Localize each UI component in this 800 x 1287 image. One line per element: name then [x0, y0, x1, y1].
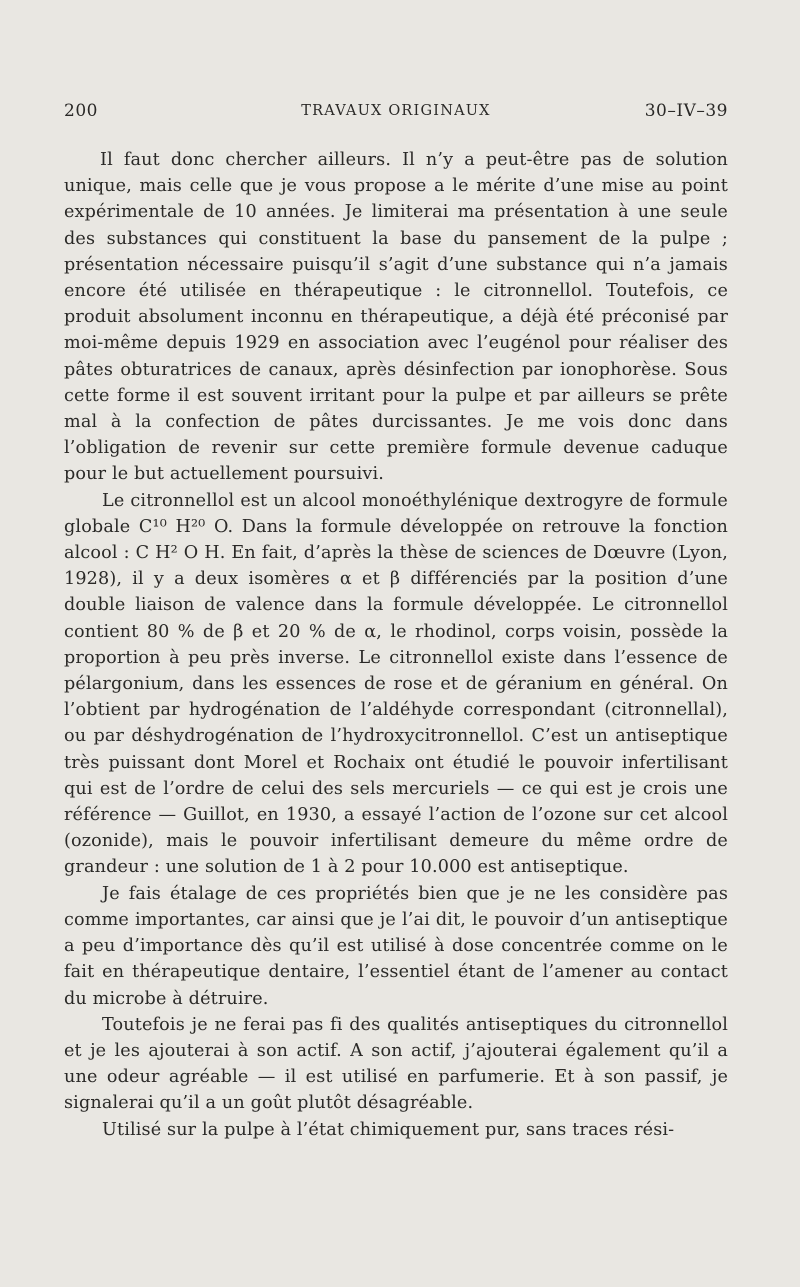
paragraph-4: Toutefois je ne ferai pas fi des qualités antiseptiques du citronnellol et je les ajouterai à son actif. A son actif, j’ajouterai également qu’il a une odeur agréable — il est utilisé en parfumerie. Et à son passif, je signalerai qu’il a un goût plutôt désagréable. [64, 1014, 728, 1114]
issue-date: 30–IV–39 [644, 101, 728, 121]
paragraph-2: Le citronnellol est un alcool monoéthylénique dextrogyre de formule globale C¹⁰ H²⁰ O. Dans la formule développée on retrouve la fonction alcool : C H² O H. En fait, d’après la thèse de sciences de Dœuvre (Lyon, 1928), il y a deux isomères α et β différenciés par la position d’une double liaison de valence dans la formule développée. Le citronnellol contient 80 % de β et 20 % de α, le rhodinol, corps voisin, possède la proportion à peu près inverse. Le citronnellol existe dans l’essence de pélargonium, dans les essences de rose et de géranium en général. On l’obtient par hydrogénation de l’aldéhyde correspondant (citronnellal), ou par déshydrogénation de l’hydroxycitronnellol. C’est un antiseptique très puissant dont Morel et Rochaix ont étudié le pouvoir infertilisant qui est de l’ordre de celui des sels mercuriels — ce qui est je crois une référence — Guillot, en 1930, a essayé l’action de l’ozone sur cet alcool (ozonide), mais le pouvoir infertilisant demeure du même ordre de grandeur : une solution de 1 à 2 pour 10.000 est antiseptique. [64, 490, 728, 878]
paragraph-5: Utilisé sur la pulpe à l’état chimiquement pur, sans traces rési- [102, 1119, 675, 1140]
running-header [64, 101, 728, 127]
running-title: TRAVAUX ORIGINAUX [301, 103, 491, 119]
paragraph-3: Je fais étalage de ces propriétés bien que je ne les considère pas comme importantes, car ainsi que je l’ai dit, le pouvoir d’un antiseptique a peu d’importance dès qu’il est utilisé à dose concentrée comme on le fait en thérapeutique dentaire, l’essentiel étant de l’amener au contact du microbe à détruire. [64, 883, 728, 1009]
page-number: 200 [64, 101, 98, 121]
paragraph-1: Il faut donc chercher ailleurs. Il n’y a peut-être pas de solution unique, mais celle que je vous propose a le mérite d’une mise au point expérimentale de 10 années. Je limiterai ma présentation à une seule des substances qui constituent la base du pansement de la pulpe ; présentation nécessaire puisqu’il s’agit d’une substance qui n’a jamais encore été utilisée en thérapeutique : le citronnellol. Toutefois, ce produit absolument inconnu en thérapeutique, a déjà été préconisé par moi-même depuis 1929 en association avec l’eugénol pour réaliser des pâtes obturatrices de canaux, après désinfection par ionophorèse. Sous cette forme il est souvent irritant pour la pulpe et par ailleurs se prête mal à la confection de pâtes durcissantes. Je me vois donc dans l’obligation de revenir sur cette première formule devenue caduque pour le but actuellement poursuivi. [64, 150, 728, 485]
body-text [64, 147, 728, 1143]
